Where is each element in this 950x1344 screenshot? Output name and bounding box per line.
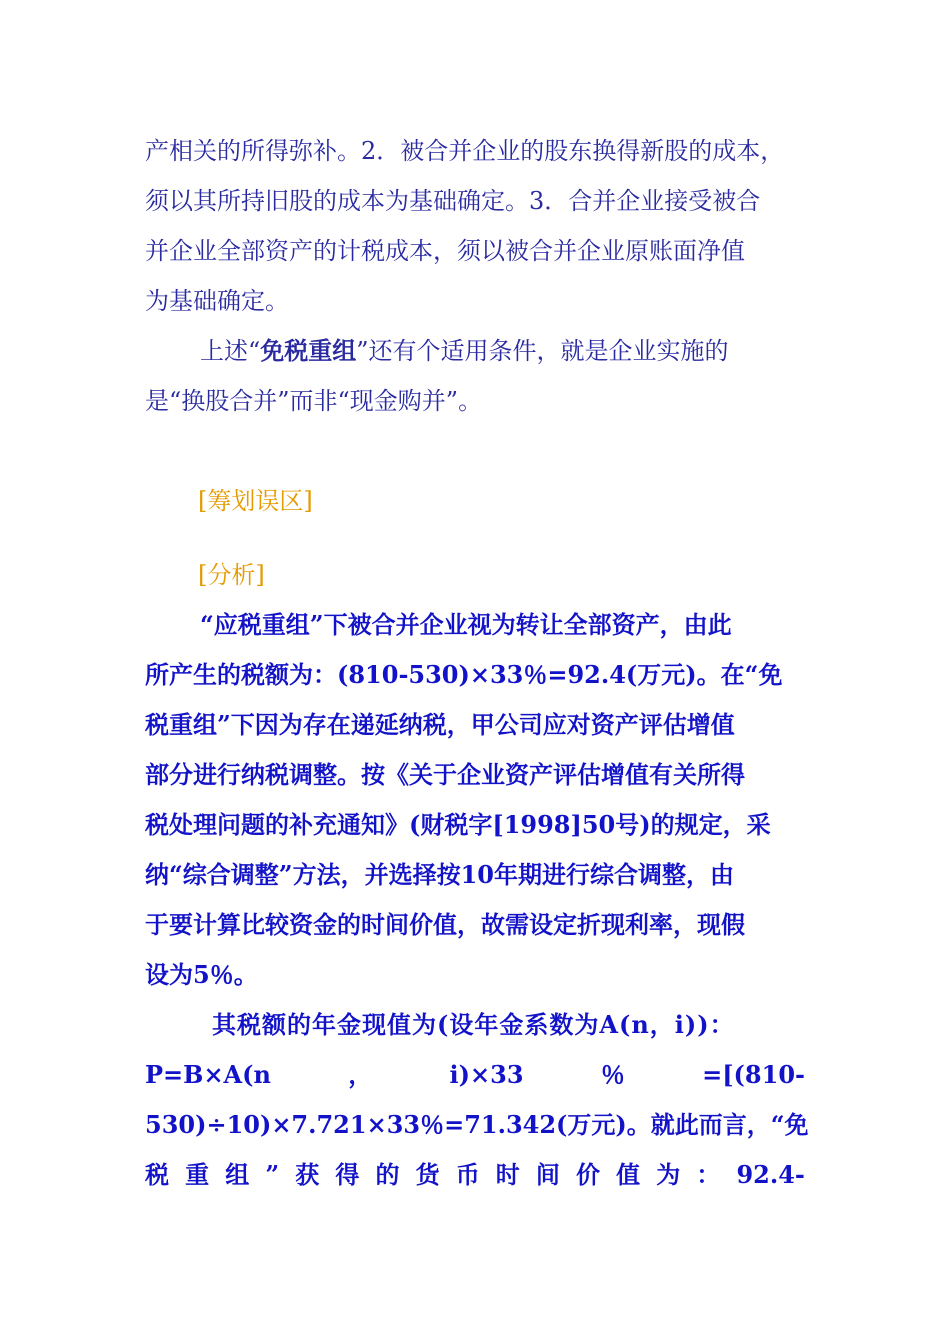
- paragraph-line: 并企业全部资产的计税成本，须以被合并企业原账面净值: [145, 237, 745, 265]
- formula-char: 币: [455, 1160, 480, 1189]
- formula-char: 时: [495, 1160, 520, 1189]
- paragraph-line-condition: [200, 336, 729, 366]
- formula-line-justified: [145, 1060, 805, 1090]
- formula-char: 间: [535, 1160, 560, 1189]
- formula-char: ：: [696, 1160, 721, 1189]
- paragraph-line: 是“换股合并”而非“现金购并”。: [145, 387, 483, 415]
- analysis-line: 设为5％。: [145, 960, 258, 989]
- paragraph-line: 产相关的所得弥补。2．被合并企业的股东换得新股的成本，: [145, 137, 785, 165]
- formula-part: =[(810-: [702, 1060, 805, 1089]
- bold-term: 免税重组: [260, 336, 357, 365]
- paragraph-line: 须以其所持旧股的成本为基础确定。3．合并企业接受被合: [145, 187, 761, 215]
- formula-char: 获: [295, 1160, 320, 1189]
- text-segment: ”还有个适用条件，就是企业实施的: [356, 337, 729, 365]
- formula-char: 92.4-: [736, 1160, 805, 1189]
- formula-line: 其税额的年金现值为(设年金系数为A(n，i))：: [212, 1010, 735, 1039]
- analysis-line: 税重组”下因为存在递延纳税，甲公司应对资产评估增值: [145, 710, 735, 739]
- formula-char: 价: [576, 1160, 601, 1189]
- formula-char: ”: [265, 1160, 280, 1189]
- analysis-line: 于要计算比较资金的时间价值，故需设定折现利率，现假: [145, 910, 745, 939]
- formula-line: 530)÷10)×7.721×33％=71.342(万元)。就此而言，“免: [145, 1110, 809, 1139]
- heading-analysis: [分析]: [198, 561, 265, 589]
- heading-mistakes: [筹划误区]: [198, 487, 313, 515]
- analysis-line: 所产生的税额为：(810-530)×33％=92.4(万元)。在“免: [145, 660, 783, 689]
- formula-char: 货: [415, 1160, 440, 1189]
- formula-char: 值: [616, 1160, 641, 1189]
- text-segment: 上述“: [200, 337, 261, 365]
- formula-part: ，: [348, 1060, 373, 1089]
- formula-part: i)×33: [449, 1060, 524, 1089]
- formula-char: 重: [185, 1160, 210, 1189]
- analysis-line: 纳“综合调整”方法，并选择按10年期进行综合调整，由: [145, 860, 735, 889]
- formula-char: 为: [656, 1160, 681, 1189]
- formula-part: P=B×A(n: [145, 1060, 271, 1089]
- formula-char: 税: [145, 1160, 169, 1189]
- formula-char: 组: [225, 1160, 250, 1189]
- analysis-line: “应税重组”下被合并企业视为转让全部资产，由此: [200, 610, 732, 639]
- analysis-line: 税处理问题的补充通知》(财税字[1998]50号)的规定，采: [145, 810, 771, 839]
- analysis-line: 部分进行纳税调整。按《关于企业资产评估增值有关所得: [145, 760, 745, 789]
- formula-line-justified: [145, 1160, 805, 1190]
- formula-part: ％: [600, 1060, 625, 1089]
- formula-char: 的: [375, 1160, 400, 1189]
- formula-char: 得: [335, 1160, 360, 1189]
- paragraph-line: 为基础确定。: [145, 287, 289, 315]
